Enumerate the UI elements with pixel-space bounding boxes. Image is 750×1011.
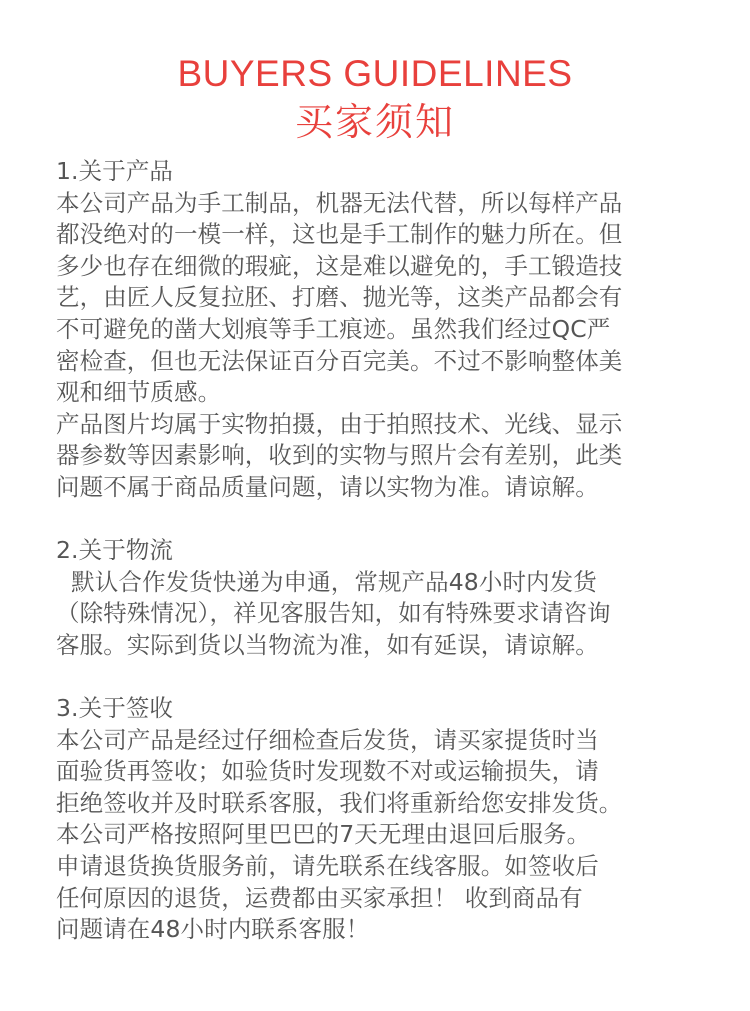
title-english: BUYERS GUIDELINES bbox=[177, 53, 573, 94]
section-line: 都没绝对的一模一样，这也是手工制作的魅力所在。但 bbox=[56, 220, 623, 249]
section-line: 问题请在48小时内联系客服！ bbox=[56, 915, 370, 944]
section-line: 产品图片均属于实物拍摄，由于拍照技术、光线、显示 bbox=[56, 409, 623, 438]
section-line: 密检查，但也无法保证百分百完美。不过不影响整体美 bbox=[56, 346, 623, 375]
section-line: 默认合作发货快递为申通，常规产品48小时内发货 bbox=[56, 567, 597, 596]
guidelines-content bbox=[56, 156, 696, 946]
section-heading: 1.关于产品 bbox=[56, 157, 174, 185]
section-line: （除特殊情况），祥见客服告知，如有特殊要求请咨询 bbox=[56, 599, 611, 628]
section-line: 本公司严格按照阿里巴巴的7天无理由退回后服务。 bbox=[56, 820, 591, 849]
section-heading: 3.关于签收 bbox=[56, 694, 174, 723]
section-line: 申请退货换货服务前，请先联系在线客服。如签收后 bbox=[56, 852, 599, 881]
section-line: 器参数等因素影响，收到的实物与照片会有差别，此类 bbox=[56, 441, 623, 470]
section-line: 艺，由匠人反复拉胚、打磨、抛光等，这类产品都会有 bbox=[56, 283, 623, 312]
section-line: 多少也存在细微的瑕疵，这是难以避免的，手工锻造技 bbox=[56, 251, 623, 280]
section-line: 客服。实际到货以当物流为准，如有延误，请谅解。 bbox=[56, 630, 599, 659]
section-logistics bbox=[56, 535, 696, 661]
section-line: 面验货再签收；如验货时发现数不对或运输损失，请 bbox=[56, 757, 599, 786]
section-product bbox=[56, 156, 696, 504]
section-line: 任何原因的退货，运费都由买家承担！ 收到商品有 bbox=[56, 883, 583, 912]
section-receipt bbox=[56, 693, 696, 946]
section-line: 本公司产品为手工制品，机器无法代替，所以每样产品 bbox=[56, 188, 623, 217]
section-heading: 2.关于物流 bbox=[56, 536, 174, 565]
section-gap bbox=[56, 662, 696, 694]
section-line: 问题不属于商品质量问题，请以实物为准。请谅解。 bbox=[56, 472, 599, 501]
section-line: 不可避免的凿大划痕等手工痕迹。虽然我们经过QC严 bbox=[56, 314, 611, 343]
section-gap bbox=[56, 504, 696, 536]
section-line: 本公司产品是经过仔细检查后发货，请买家提货时当 bbox=[56, 725, 599, 754]
section-line: 观和细节质感。 bbox=[56, 378, 222, 407]
section-line: 拒绝签收并及时联系客服，我们将重新给您安排发货。 bbox=[56, 788, 623, 817]
title-chinese: 买家须知 bbox=[294, 100, 455, 144]
